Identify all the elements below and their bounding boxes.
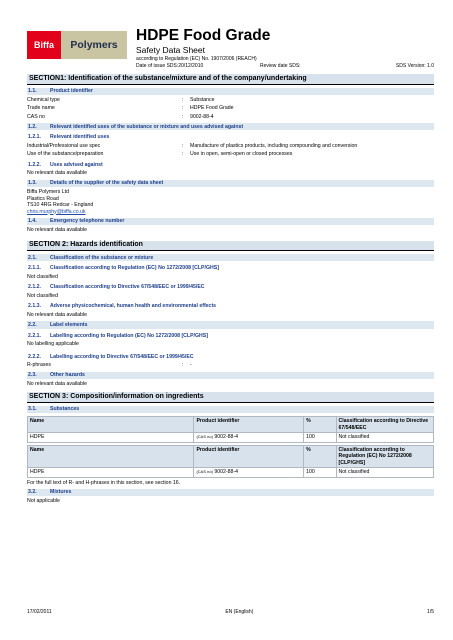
subheading-2-1-2: 2.1.2. Classification according to Directive 67/548/EEC or 1999/45/EC [28,284,205,291]
no-data-text: No relevant data available [27,380,87,387]
table-header-row: Name Product identifier % Classification according to Directive 67/548/EEC [28,417,434,433]
classification-text: Not classified [27,292,58,299]
subheading-3-1: 3.1. Substances [27,406,434,413]
substances-table-clp [27,445,434,478]
document-subtitle: Safety Data Sheet [136,45,205,55]
no-data-text: No relevant data available [27,311,87,318]
field-industrial-use: Industrial/Professional use spec : Manufacture of plastics products, including compounding and conversion [27,142,358,149]
subheading-2-1: 2.1. Classification of the substance or mixture [27,254,434,261]
subheading-1-3: 1.3. Details of the supplier of the safety data sheet [27,180,434,187]
footer-page-number: 1/5 [427,609,434,615]
no-data-text: No relevant data available [27,227,87,234]
table-row: HDPE (CAS no) 9002-88-4 100 Not classified [28,468,434,478]
classification-text: Not classified [27,273,58,280]
field-chemical-type: Chemical type : Substance [27,96,215,103]
subheading-1-2-2: 1.2.2. Uses advised against [28,161,103,168]
subheading-3-2: 3.2. Mixtures [27,489,434,496]
logo-biffa: Biffa [27,31,61,59]
supplier-email-link[interactable]: chris.murphy@biffa.co.uk [27,208,86,215]
footer-date: 17/02/2011 [27,609,52,615]
document-body [27,73,434,505]
field-cas-no: CAS no : 9002-88-4 [27,113,214,120]
subheading-1-2: 1.2. Relevant identified uses of the substance or mixture and uses advised against [27,123,434,130]
subheading-2-3: 2.3. Other hazards [27,372,434,379]
logo-polymers: Polymers [61,31,127,59]
subheading-1-4: 1.4. Emergency telephone number [27,218,434,225]
subheading-2-2-2: 2.2.2. Labelling according to Directive 67/548/EEC or 1999/45/EC [28,353,194,360]
section-1-heading: SECTION1: Identification of the substance/mixture and of the company/undertaking [27,74,434,85]
field-r-phrases: R-phrases : - [27,362,192,369]
subheading-2-2-1: 2.2.1. Labelling according to Regulation (EC) No 1272/2008 [CLP/GHS] [28,332,208,339]
full-text-note: For the full text of R- and H-phrases in this section, see section 16. [27,479,181,486]
subheading-1-2-1: 1.2.1. Relevant identified uses [28,134,110,141]
subheading-2-1-3: 2.1.3. Adverse physicochemical, human health and environmental effects [28,303,217,310]
table-row: HDPE (CAS no) 9002-88-4 100 Not classified [28,433,434,443]
field-use-of-substance: Use of the substance/preparation : Use in open, semi-open or closed processes [27,151,293,158]
supplier-address: Biffa Polymers Ltd Plastics Road TS10 4RG Redcar - England chris.murphy@biffa.co.uk [27,189,434,215]
product-title: HDPE Food Grade [136,27,271,44]
field-trade-name: Trade name : HDPE Food Grade [27,105,234,112]
section-2-heading: SECTION 2: Hazards identification [27,241,434,252]
subheading-1-1: 1.1. Product identifier [27,88,434,95]
company-logo [27,31,127,59]
sds-version: SDS Version: 1.0 [395,63,434,69]
date-of-issue: Date of issue SDS:20/12/2010 [136,63,204,69]
review-date: Review date SDS: [260,63,301,69]
table-header-row: Name Product identifier % Classification according to Regulation (EC) No 1272/2008 [CLP/GHS] [28,445,434,468]
section-3-heading: SECTION 3: Composition/information on ingredients [27,392,434,403]
labelling-text: No labelling applicable [27,341,79,348]
substances-table-dsd [27,416,434,443]
no-data-text: No relevant data available [27,170,87,177]
subheading-2-1-1: 2.1.1. Classification according to Regulation (EC) No 1272/2008 [CLP/GHS] [28,265,219,272]
subheading-2-2: 2.2. Label elements [27,321,434,328]
mixtures-text: Not applicable [27,498,60,505]
page-footer [27,609,434,615]
footer-language: EN (English) [225,609,254,615]
regulation-note: according to Regulation (EC) No. 1907/2006 (REACH) [136,56,257,62]
